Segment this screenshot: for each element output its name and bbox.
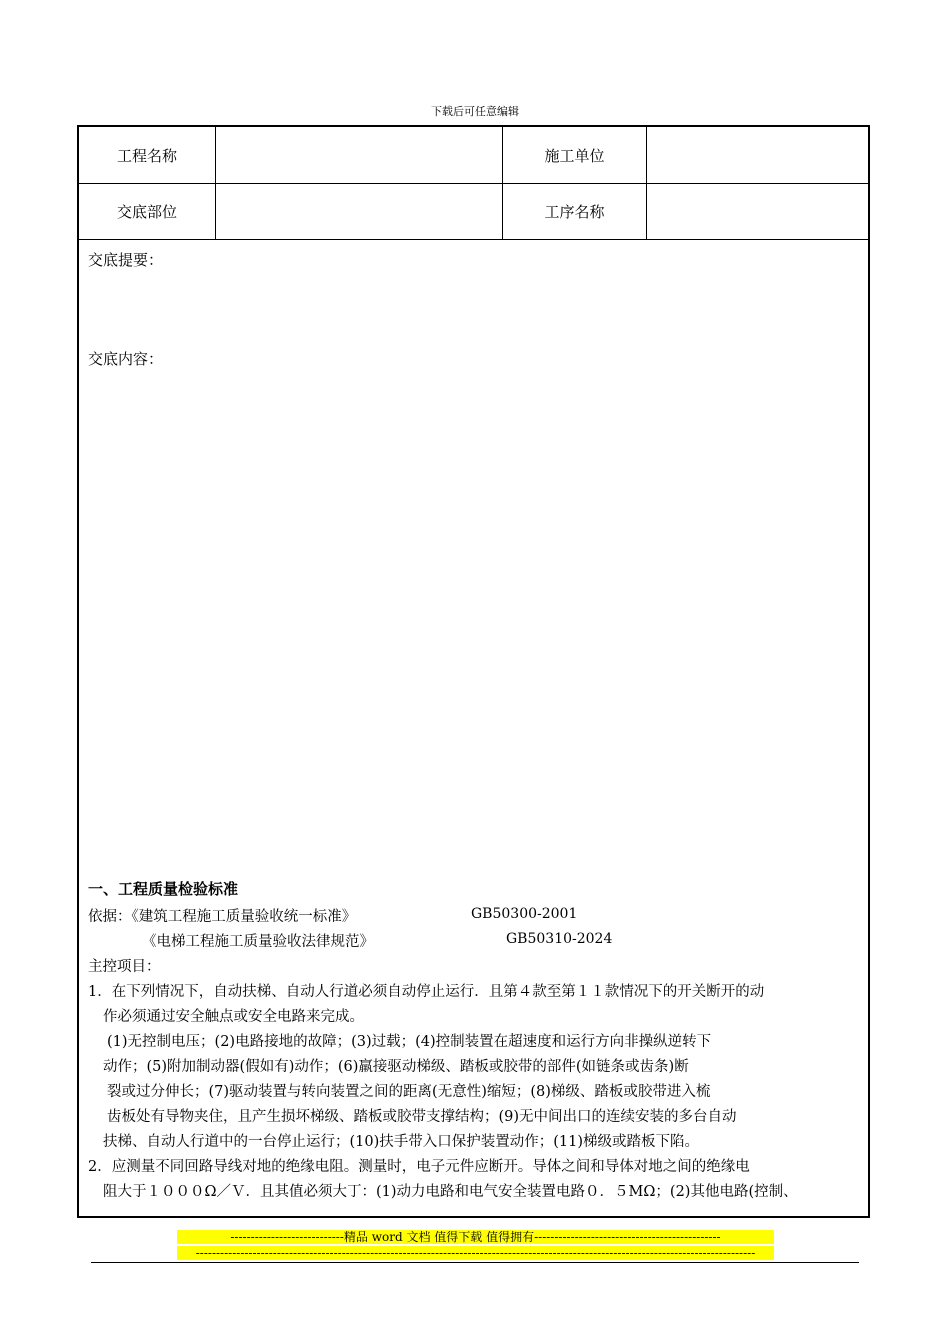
project-name-label: 工程名称 — [79, 127, 216, 183]
footer-banner-dashes: ------------------------------------------------------------------------------------------------------------------------------------------ — [177, 1246, 774, 1260]
handover-body — [79, 239, 868, 1216]
form-row-2 — [79, 183, 868, 240]
text-line: 扶梯、自动人行道中的一台停止运行；(10)扶手带入口保护装置动作；(11)梯级或踏板下陷。 — [103, 1134, 700, 1150]
text-line: 阻大于１０００Ω／Ｖ．且其值必须大丁：(1)动力电路和电气安全装置电路０．５MΩ；(2)其他电路(控制、 — [103, 1184, 798, 1200]
text-line: 动作；(5)附加制动器(假如有)动作；(6)羸接驱动梯级、踏板或胶带的部件(如链条或齿条)断 — [103, 1059, 689, 1075]
section-title: 一、工程质量检验标准 — [88, 880, 239, 898]
standard-code-1: GB50300-2001 — [471, 906, 578, 922]
content-label: 交底内容： — [88, 350, 164, 368]
standard-code-2: GB50310-2024 — [506, 931, 613, 947]
construction-unit-label: 施工单位 — [503, 127, 647, 183]
summary-label: 交底提要： — [88, 251, 164, 269]
text-line: 作必须通过安全触点或安全电路来完成。 — [103, 1009, 364, 1025]
basis-line-1: 依据：《建筑工程施工质量验收统一标准》 — [88, 909, 357, 925]
handover-part-field[interactable] — [216, 183, 503, 239]
header-note: 下载后可任意编辑 — [431, 105, 519, 118]
text-line: (1)无控制电压；(2)电路接地的故障；(3)过载；(4)控制装置在超速度和运行方向非操纵逆转下 — [107, 1034, 712, 1050]
text-line: 1．在下列情况下，自动扶梯、自动人行道必须自动停止运行．且第４款至第１１款情况下的开关断开的动 — [88, 984, 765, 1000]
form-row-1 — [79, 127, 868, 184]
main-items-label: 主控项目： — [88, 959, 161, 975]
footer-rule — [91, 1262, 859, 1263]
text-line: 2．应测量不同回路导线对地的绝缘电阻。测量时，电子元件应断开。导体之间和导体对地之间的绝缘电 — [88, 1159, 750, 1175]
construction-unit-field[interactable] — [647, 127, 870, 183]
basis-line-2: 《电梯工程施工质量验收法律规范》 — [142, 934, 374, 950]
handover-form — [77, 125, 870, 1218]
text-line: 裂或过分伸长；(7)驱动装置与转向装置之间的距离(无意性)缩短；(8)梯级、踏板或胶带进入梳 — [107, 1084, 711, 1100]
text-line: 齿板处有导物夹住，且产生损坏梯级、踏板或胶带支撑结构；(9)无中间出口的连续安装的多台自动 — [107, 1109, 737, 1125]
process-name-label: 工序名称 — [503, 183, 647, 239]
project-name-field[interactable] — [216, 127, 503, 183]
handover-part-label: 交底部位 — [79, 183, 216, 239]
process-name-field[interactable] — [647, 183, 870, 239]
footer-banner: ----------------------------精品 word 文档 值得下载 值得拥有---------------------------------------------- — [177, 1230, 774, 1244]
